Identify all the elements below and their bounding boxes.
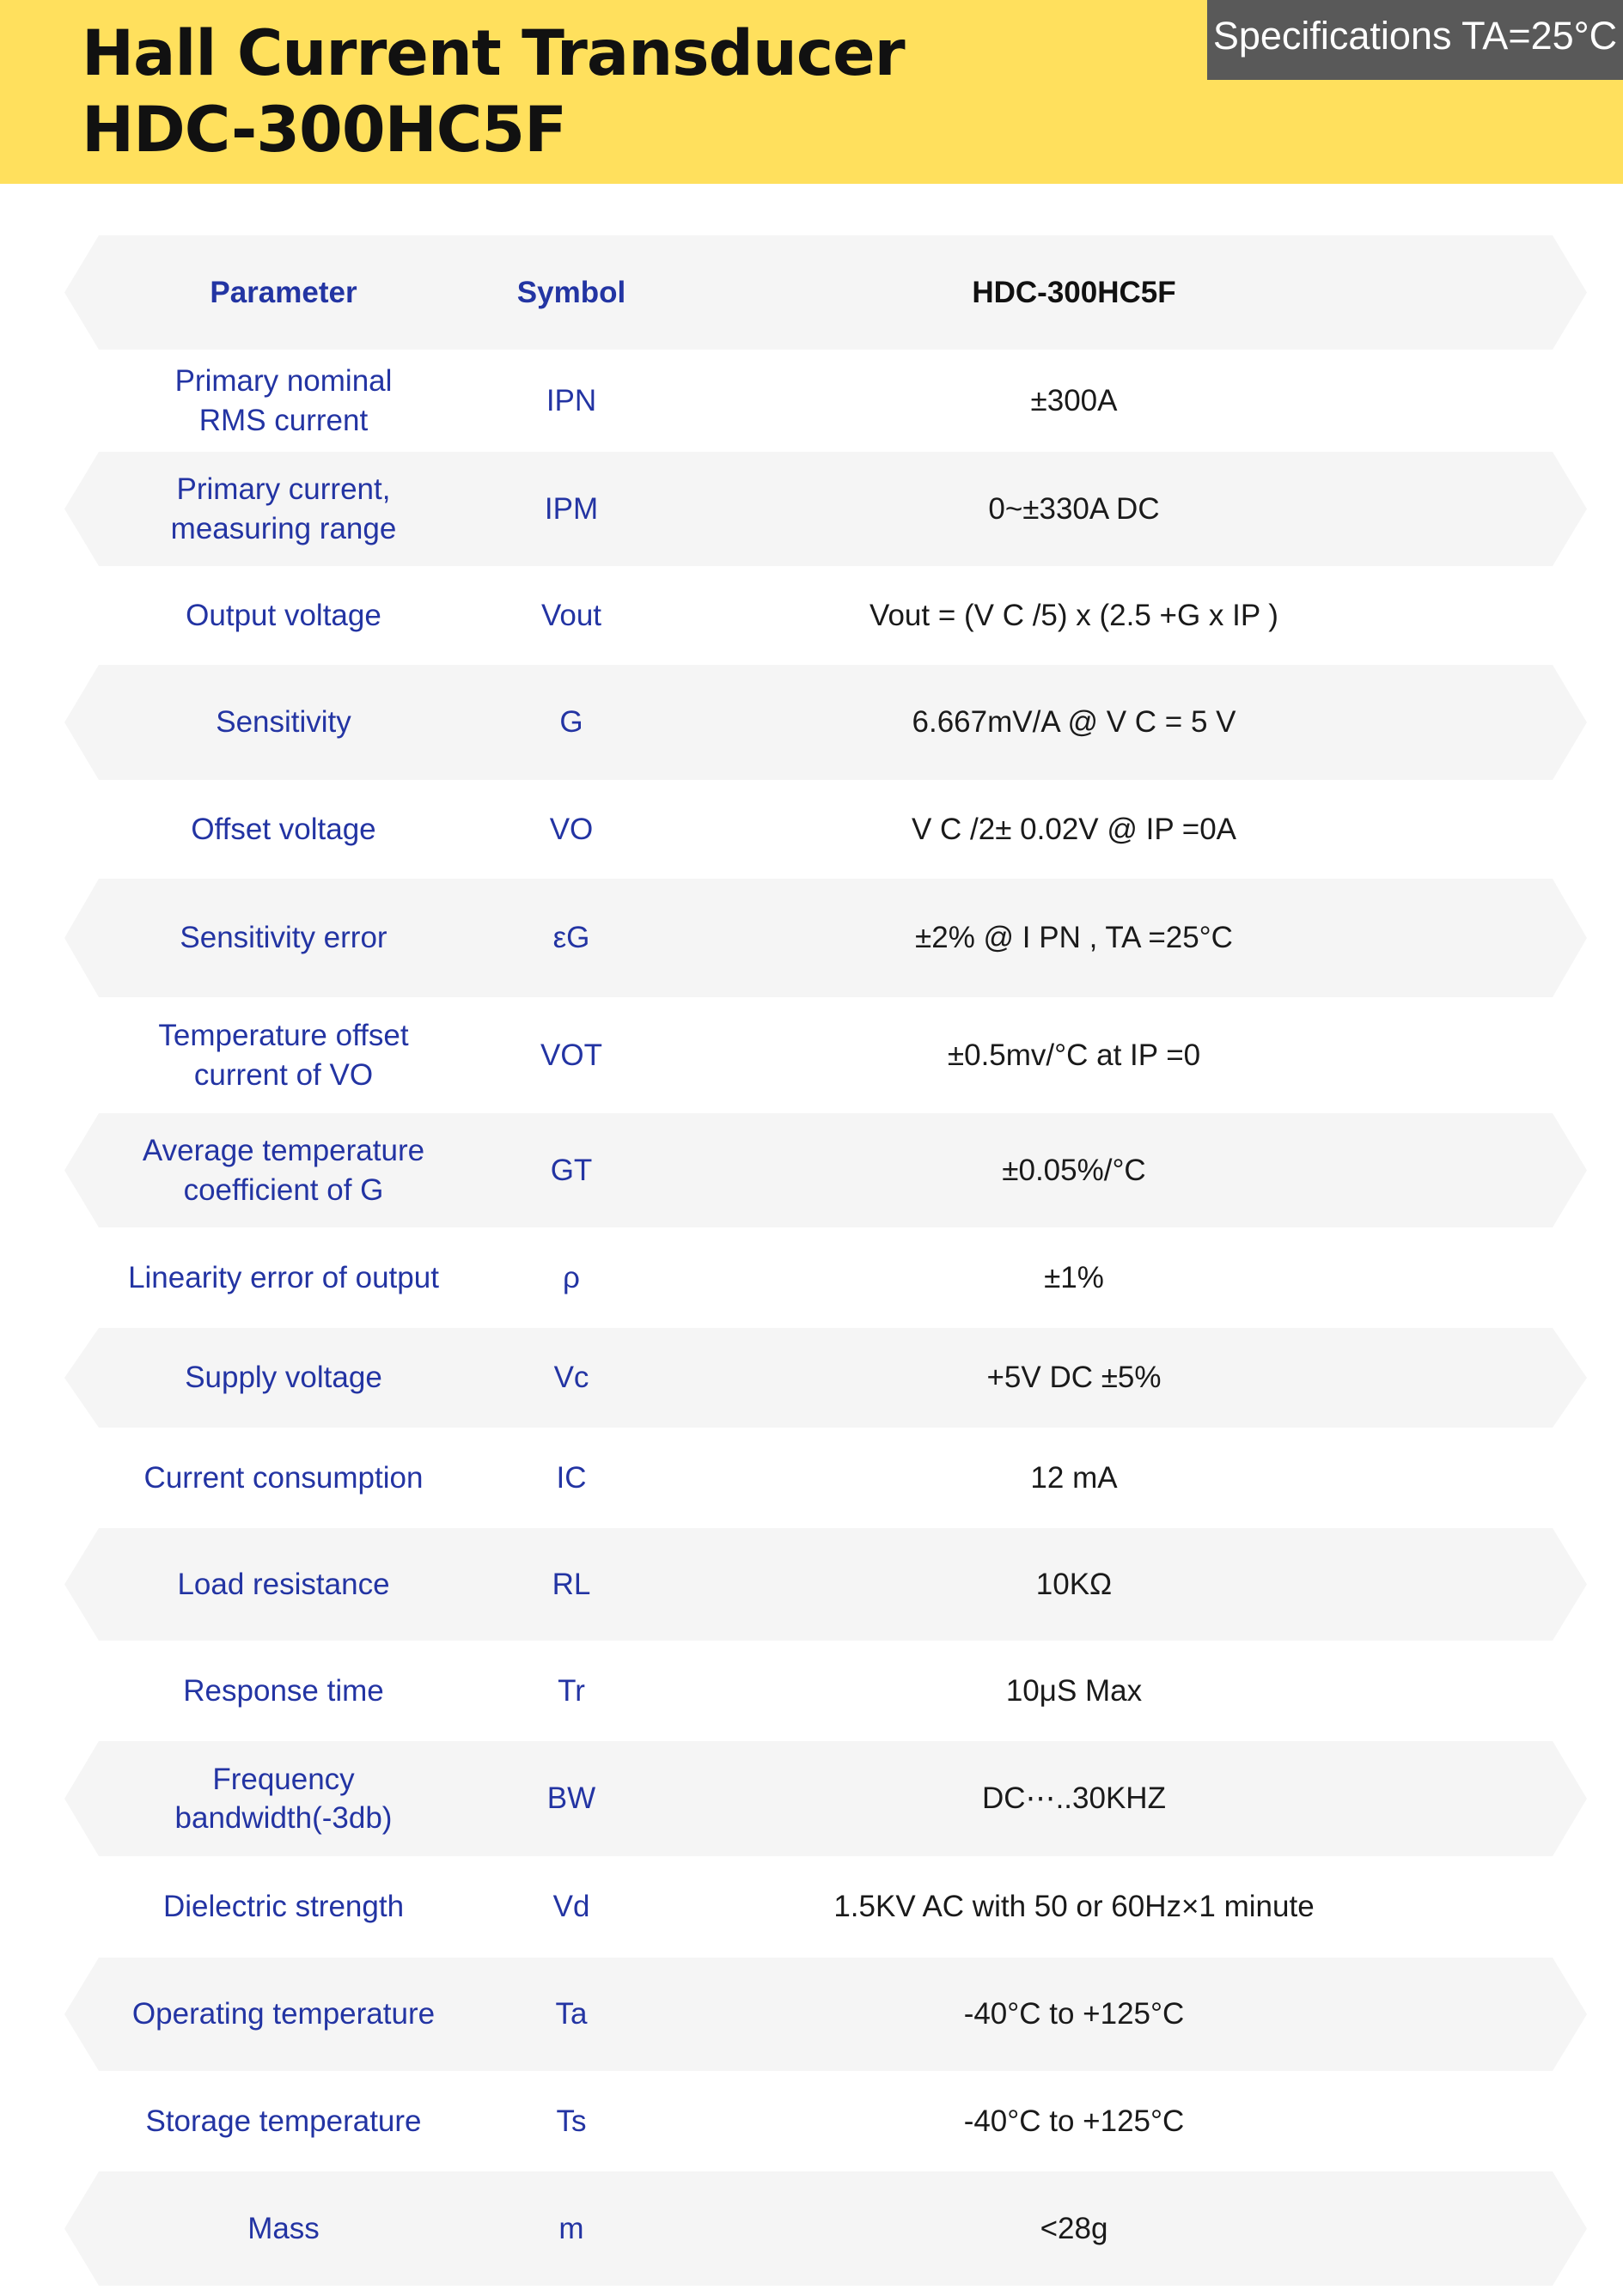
value-cell: 12 mA (1030, 1460, 1118, 1495)
parameter-cell: Storage temperature (145, 2104, 422, 2138)
table-row (0, 1328, 1623, 1428)
value-cell: 10μS Max (1005, 1673, 1143, 1708)
symbol-cell: Tr (558, 1673, 585, 1708)
symbol-cell: Ts (556, 2104, 587, 2138)
table-row (0, 879, 1623, 997)
table-header-row (0, 235, 1623, 350)
column-header-value: HDC-300HC5F (972, 275, 1176, 309)
parameter-cell: Operating temperature (131, 1997, 436, 2031)
value-cell: ±300A (1030, 383, 1118, 417)
value-cell: <28g (1040, 2211, 1108, 2245)
value-cell: ±1% (1044, 1260, 1104, 1294)
value-cell: 1.5KV AC with 50 or 60Hz×1 minute (833, 1890, 1315, 1924)
symbol-cell: εG (552, 921, 590, 955)
parameter-cell: Load resistance (177, 1567, 390, 1601)
symbol-cell: VOT (540, 1038, 602, 1072)
parameter-cell: Primary current, measuring range (170, 472, 397, 545)
symbol-cell: GT (550, 1153, 593, 1187)
parameter-cell: Offset voltage (191, 812, 376, 846)
table-row (0, 2171, 1623, 2286)
specifications-badge: Specifications TA=25°C (1207, 0, 1623, 80)
table-row (0, 1528, 1623, 1641)
parameter-cell: Sensitivity (216, 705, 351, 740)
value-cell: V C /2± 0.02V @ IP =0A (911, 812, 1237, 846)
product-title: Hall Current Transducer (82, 17, 905, 90)
table-row (0, 1227, 1623, 1328)
parameter-cell: Temperature offset current of VO (158, 1019, 409, 1092)
parameter-cell: Sensitivity error (180, 921, 387, 955)
value-cell: ±2% @ I PN , TA =25°C (915, 921, 1233, 955)
symbol-cell: m (558, 2211, 584, 2245)
parameter-cell: Current consumption (143, 1460, 424, 1495)
value-cell: -40°C to +125°C (963, 2104, 1185, 2138)
table-row (0, 1856, 1623, 1958)
symbol-cell: IPM (544, 491, 599, 526)
table-row (0, 665, 1623, 780)
column-header-symbol: Symbol (516, 275, 626, 309)
symbol-cell: Vd (552, 1890, 590, 1924)
parameter-cell: Frequency bandwidth(-3db) (174, 1762, 393, 1835)
parameter-cell: Dielectric strength (162, 1890, 405, 1924)
symbol-cell: G (559, 705, 583, 740)
value-cell: -40°C to +125°C (963, 1997, 1185, 2031)
symbol-cell: RL (552, 1567, 591, 1601)
table-row (0, 1958, 1623, 2071)
value-cell: 10KΩ (1035, 1567, 1113, 1601)
parameter-cell: Mass (247, 2211, 320, 2245)
table-row (0, 1741, 1623, 1856)
parameter-cell: Primary nominal RMS current (174, 364, 393, 437)
table-row (0, 1641, 1623, 1741)
table-row (0, 1428, 1623, 1528)
symbol-cell: IC (556, 1460, 587, 1495)
symbol-cell: BW (546, 1781, 596, 1816)
symbol-cell: IPN (546, 383, 597, 417)
table-row (0, 350, 1623, 452)
table-row (0, 997, 1623, 1113)
value-cell: 0~±330A DC (988, 491, 1160, 526)
column-header-parameter: Parameter (210, 275, 357, 309)
product-model: HDC-300HC5F (82, 94, 566, 167)
value-cell: +5V DC ±5% (986, 1361, 1162, 1395)
parameter-cell: Linearity error of output (128, 1260, 439, 1294)
parameter-cell: Average temperature coefficient of G (142, 1134, 425, 1207)
parameter-cell: Output voltage (186, 598, 381, 632)
parameter-cell: Supply voltage (185, 1361, 382, 1395)
value-cell: DC⋯..30KHZ (982, 1781, 1166, 1816)
table-row (0, 780, 1623, 879)
table-row (0, 2071, 1623, 2171)
symbol-cell: Vc (553, 1361, 589, 1395)
symbol-cell: Vout (540, 598, 602, 632)
table-row (0, 1113, 1623, 1227)
value-cell: ±0.5mv/°C at IP =0 (947, 1038, 1201, 1072)
parameter-cell: Response time (183, 1673, 384, 1708)
symbol-cell: Ta (555, 1997, 588, 2031)
symbol-cell: ρ (563, 1260, 580, 1294)
value-cell: ±0.05%/°C (1002, 1153, 1146, 1187)
symbol-cell: VO (549, 812, 594, 846)
value-cell: 6.667mV/A @ V C = 5 V (912, 705, 1236, 740)
table-row (0, 566, 1623, 665)
table-row (0, 452, 1623, 566)
value-cell: Vout = (V C /5) x (2.5 +G x IP ) (869, 598, 1278, 632)
